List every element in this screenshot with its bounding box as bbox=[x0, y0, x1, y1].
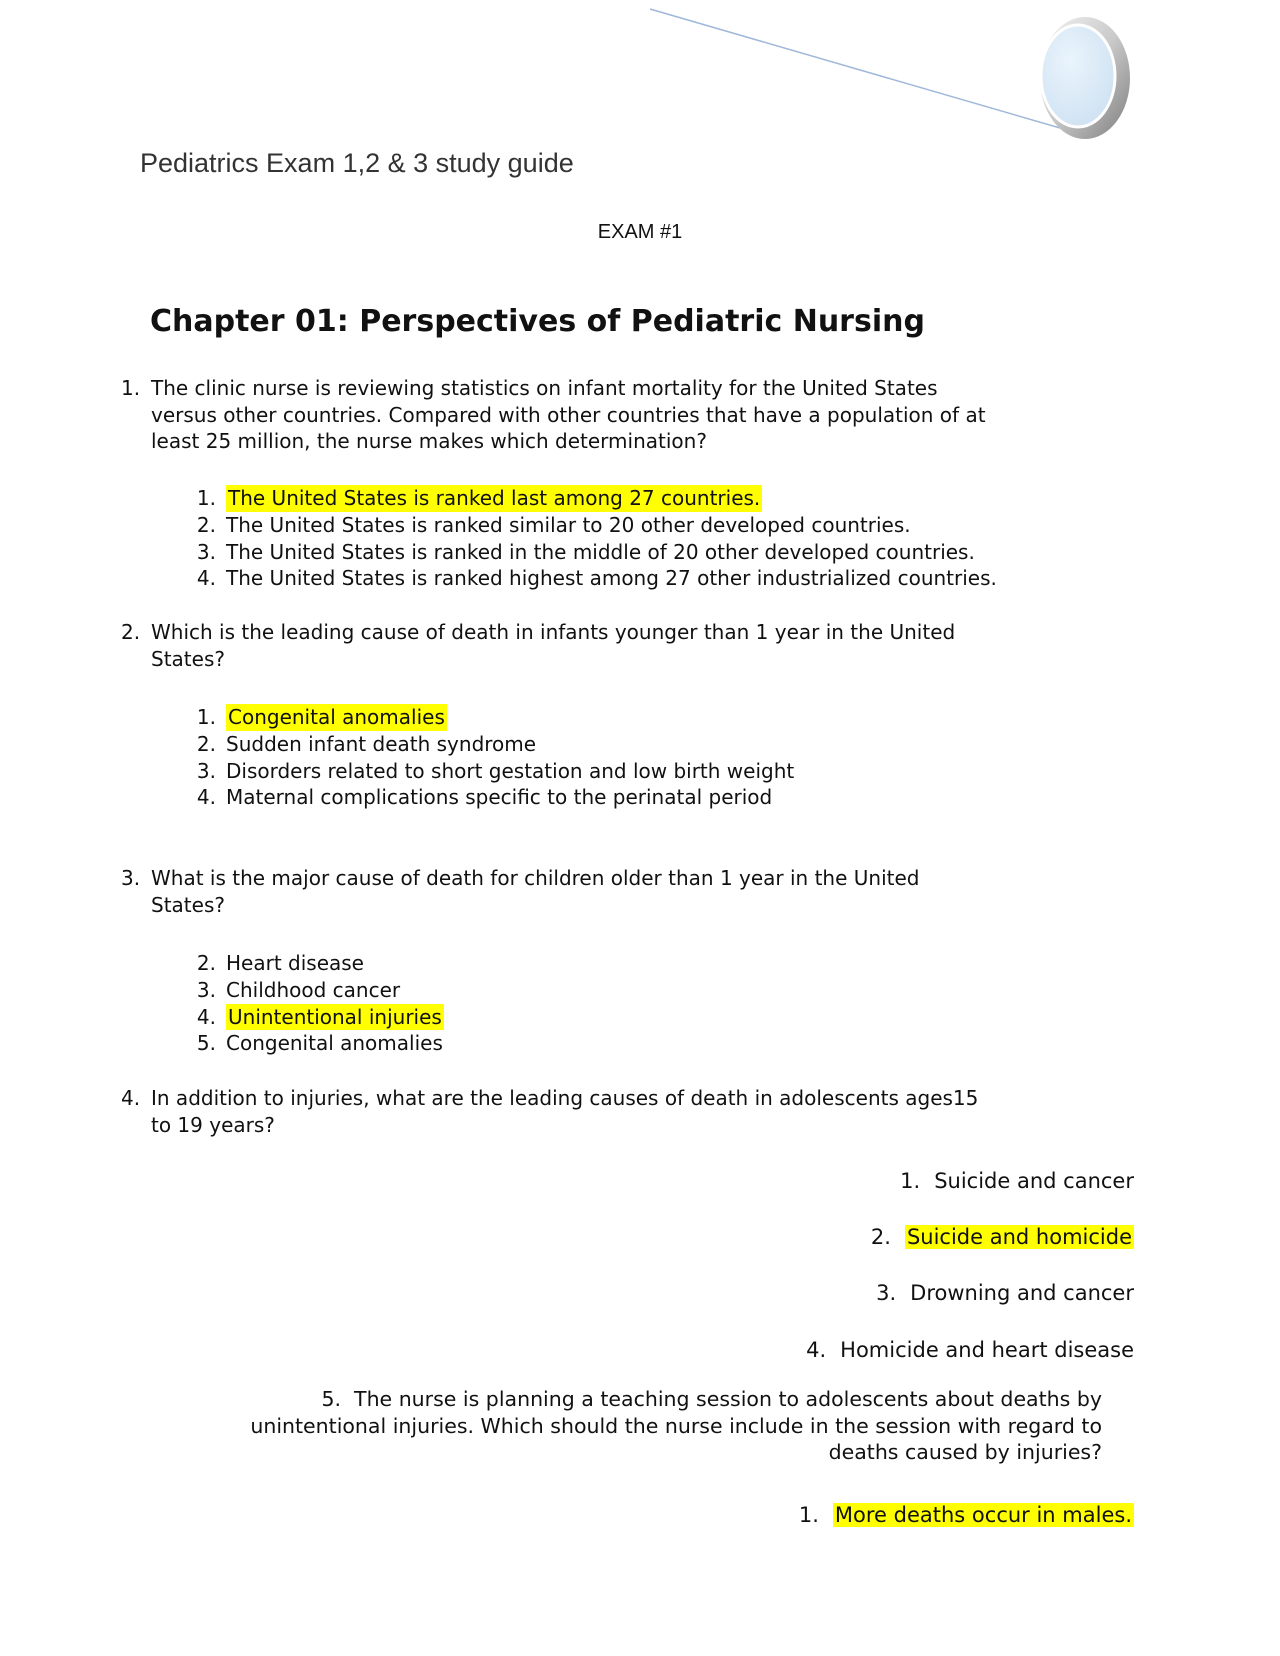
option-text: The United States is ranked highest among 27 other industrialized countries. bbox=[226, 566, 997, 591]
question-line: deaths caused by injuries? bbox=[828, 1440, 1102, 1464]
option-text: Congenital anomalies bbox=[226, 1031, 443, 1056]
option-text: Heart disease bbox=[226, 951, 364, 975]
question-line: Which is the leading cause of death in infants younger than 1 year in the United bbox=[151, 620, 956, 644]
question-number: 5. bbox=[321, 1387, 341, 1411]
question-text bbox=[151, 1085, 978, 1138]
option-item: 2. Suicide and homicide bbox=[870, 1225, 1132, 1249]
question-number: 1. bbox=[121, 376, 141, 400]
option-text-highlighted: Unintentional injuries bbox=[228, 1004, 442, 1029]
question-number: 2. bbox=[121, 620, 141, 644]
option-text: Suicide and cancer bbox=[934, 1169, 1134, 1193]
option-text-highlighted: More deaths occur in males. bbox=[834, 1503, 1132, 1527]
question-line: versus other countries. Compared with other countries that have a population of at bbox=[151, 402, 986, 427]
question-line: least 25 million, the nurse makes which determination? bbox=[151, 429, 707, 453]
option-text: Maternal complications specific to the perinatal period bbox=[226, 785, 773, 810]
question-text bbox=[151, 865, 920, 918]
option-item: 1. Suicide and cancer bbox=[900, 1169, 1134, 1193]
question-line: 5. The nurse is planning a teaching session to adolescents about deaths by bbox=[321, 1387, 1102, 1411]
option-item: 3. Drowning and cancer bbox=[876, 1281, 1134, 1305]
option-text-highlighted: Suicide and homicide bbox=[906, 1225, 1132, 1249]
question-line: What is the major cause of death for children older than 1 year in the United bbox=[151, 866, 920, 890]
option-text: The United States is ranked in the middle of 20 other developed countries. bbox=[226, 539, 975, 564]
question-5 bbox=[250, 1386, 1102, 1466]
question-line: In addition to injuries, what are the leading causes of death in adolescents ages15 bbox=[151, 1086, 979, 1110]
exam-label: EXAM #1 bbox=[597, 221, 683, 243]
question-number: 4. bbox=[121, 1086, 141, 1110]
question-line: States? bbox=[151, 892, 225, 917]
option-text: Drowning and cancer bbox=[910, 1281, 1134, 1305]
decorative-line bbox=[650, 9, 1060, 128]
question-text bbox=[151, 375, 986, 455]
option-text: The United States is ranked similar to 20 other developed countries. bbox=[226, 512, 911, 537]
option-text-highlighted: The United States is ranked last among 27 countries. bbox=[228, 486, 761, 510]
option-text-highlighted: Congenital anomalies bbox=[228, 705, 445, 729]
document-title: Pediatrics Exam 1,2 & 3 study guide bbox=[140, 148, 574, 178]
question-line: States? bbox=[151, 646, 225, 671]
chapter-title: Chapter 01: Perspectives of Pediatric Nursing bbox=[150, 304, 925, 339]
question-line: unintentional injuries. Which should the nurse include in the session with regard to bbox=[250, 1413, 1102, 1438]
question-text bbox=[151, 619, 955, 672]
option-text: Sudden infant death syndrome bbox=[226, 731, 537, 756]
question-number: 3. bbox=[121, 866, 141, 890]
option-text: Childhood cancer bbox=[226, 977, 401, 1002]
option-text: Disorders related to short gestation and low birth weight bbox=[226, 758, 795, 783]
question-line: The clinic nurse is reviewing statistics on infant mortality for the United States bbox=[151, 376, 938, 400]
option-text: Homicide and heart disease bbox=[840, 1338, 1134, 1362]
question-line: to 19 years? bbox=[151, 1112, 275, 1137]
option-item: 1. More deaths occur in males. bbox=[798, 1503, 1132, 1527]
header-decoration bbox=[0, 0, 1280, 160]
decorative-ring-inner bbox=[1041, 25, 1115, 127]
option-item: 4. Homicide and heart disease bbox=[806, 1338, 1134, 1362]
